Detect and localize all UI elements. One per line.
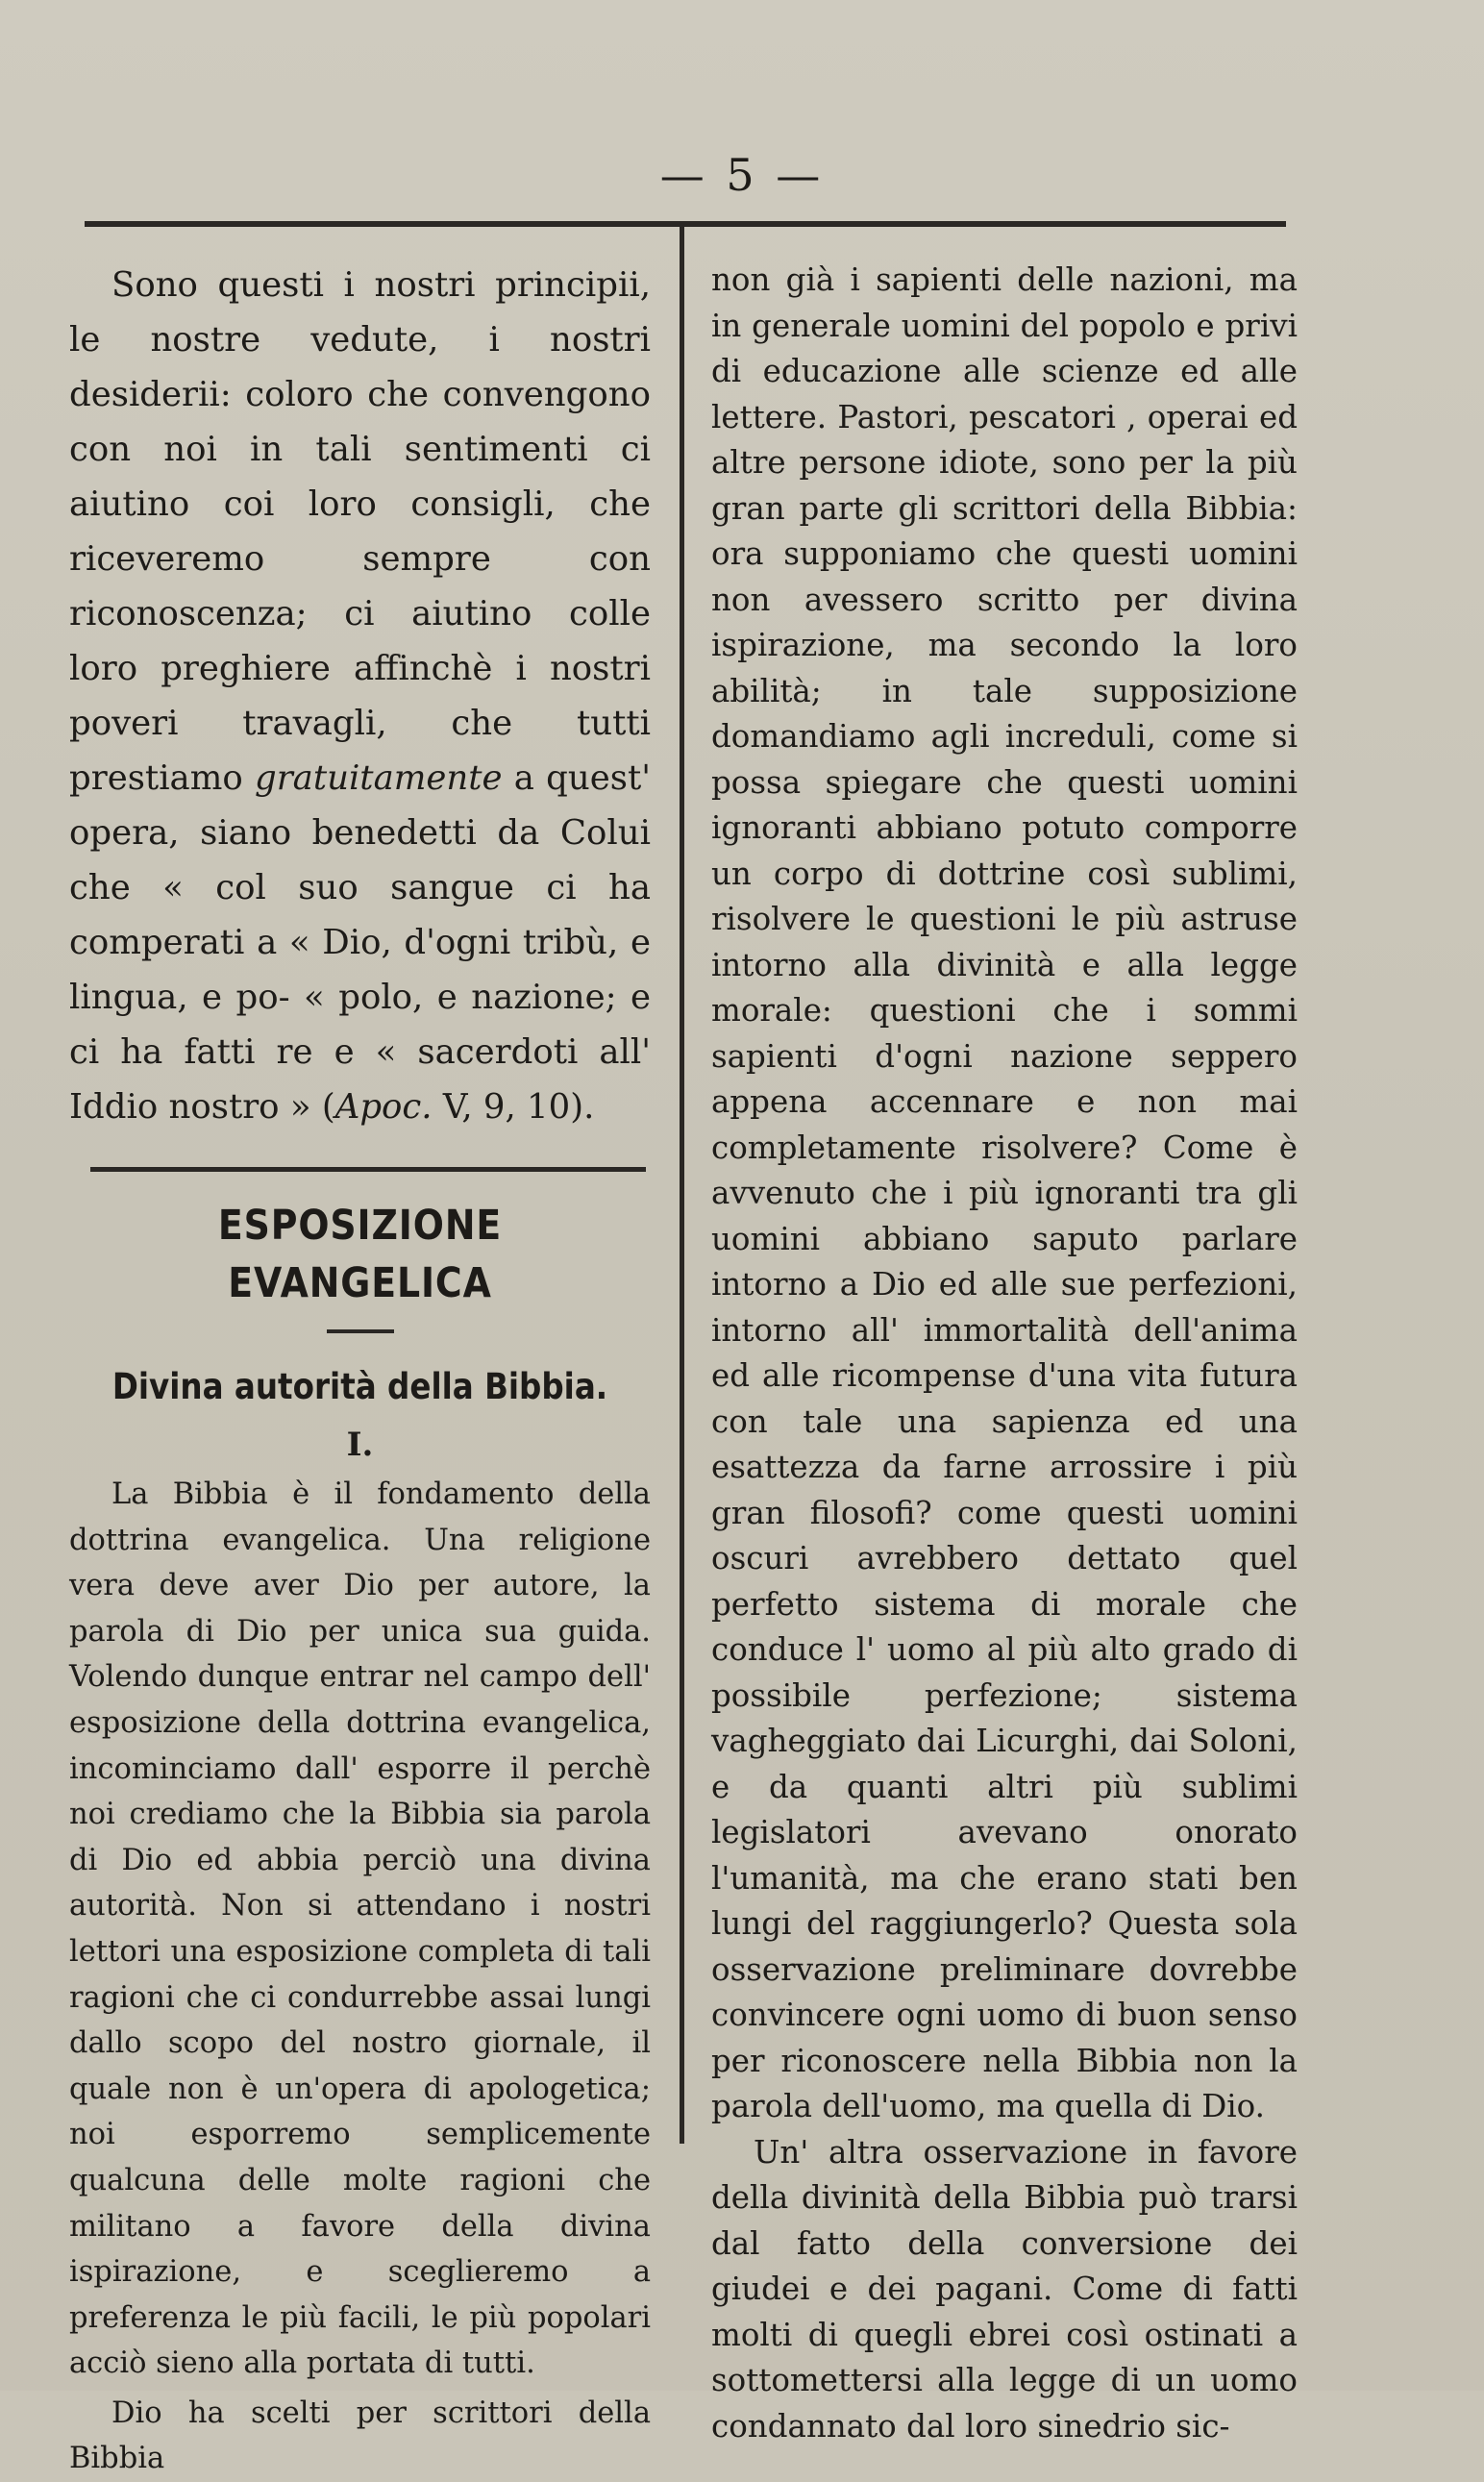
body-paragraph: La Bibbia è il fondamento della dottrina evangelica. Una religione vera deve aver Dio per autore, la parola di Dio per unica sua guida. Volendo dunque entrar nel campo dell' esposizione della dottrina evangelica, incominciamo dall' esporre il perchè noi crediamo che la Bibbia sia parola di Dio ed abbia perciò una divina autorità. Non si attendano i nostri lettori una esposizione completa di tali ragioni che ci condurrebbe assai lungi dallo scopo del nostro giornale, il quale non è un'opera di apologetica; noi esporremo semplicemente qualcuna delle molte ragioni che militano a favore della divina ispirazione, e sceglieremo a preferenza le più facili, le più popolari acciò sieno alla portata di tutti. (69, 1477, 651, 2381)
page-number: — 5 — (659, 149, 825, 201)
header-rule (85, 221, 1286, 227)
body-paragraph: non già i sapienti delle nazioni, ma in generale uomini del popolo e privi di educazione alle scienze ed alle lettere. Pastori, pescatori , operai ed altre persone idiote, sono per la più gran parte gli scrittori della Bibbia: ora supponiamo che questi uomini non avessero scritto per divina ispirazione, ma secondo la loro abilità; in tale supposizione domandiamo agli increduli, come si possa spiegare che questi uomini ignoranti abbiano potuto comporre un corpo di dottrine così sublimi, risolvere le questioni le più astruse intorno alla divinità e alla legge morale: questioni che i sommi sapienti d'ogni nazione seppero appena accennare e non mai completamente risolvere? Come è avvenuto che i più ignoranti tra gli uomini abbiano saputo parlare intorno a Dio ed alle sue perfezioni, intorno all' immortalità dell'anima ed alle ricompense d'una vita futura con tale una sapienza ed una esattezza da farne arrossire i più gran filosofi? come questi uomini oscuri avrebbero dettato quel perfetto sistema di morale che conduce l' uomo al più alto grado di possibile perfezione; sistema vagheggiato dai Licurghi, dai Soloni, e da quanti altri più sublimi legislatori avevano onorato l'umanità, ma che erano stati ben lungi del raggiungerlo? Questa sola osservazione preliminare dovrebbe convincere ogni uomo di buon senso per riconoscere nella Bibbia non la parola dell'uomo, ma quella di Dio. (711, 261, 1298, 2124)
body-paragraph: Dio ha scelti per scrittori della Bibbia (69, 2395, 651, 2476)
title-short-rule (327, 1329, 394, 1333)
apoc-reference: Apoc. (334, 1087, 433, 1127)
section-numeral: I. (346, 1426, 374, 1464)
article-title: Divina autorità della Bibbia. (111, 1366, 608, 1407)
left-column (69, 258, 651, 2482)
section-rule (90, 1167, 646, 1172)
column-divider (680, 223, 684, 2144)
italic-word: gratuitamente (254, 758, 503, 798)
intro-paragraph: Sono questi i nostri principii, le nostre vedute, i nostri desiderii: coloro che convengono con noi in tali sentimenti ci aiutino coi loro consigli, che riceveremo sempre con riconoscenza; ci aiutino colle loro preghiere affinchè i nostri poveri travagli, che tutti prestiamo gratuitamente a quest' opera, siano benedetti da Colui che « col suo sangue ci ha comperati a « Dio, d'ogni tribù, e lingua, e po- « polo, e nazione; e ci ha fatti re e « sacerdoti all' Iddio nostro » (Apoc. V, 9, 10). (69, 265, 651, 1127)
body-paragraph: Un' altra osservazione in favore della divinità della Bibbia può trarsi dal fatto della conversione dei giudei e dei pagani. Come di fatti molti di quegli ebrei così ostinati a sottomettersi alla legge di un uomo condannato dal loro sinedrio sic- (711, 2133, 1298, 2445)
right-column (711, 258, 1298, 2449)
section-title: ESPOSIZIONE EVANGELICA (217, 1202, 503, 1307)
